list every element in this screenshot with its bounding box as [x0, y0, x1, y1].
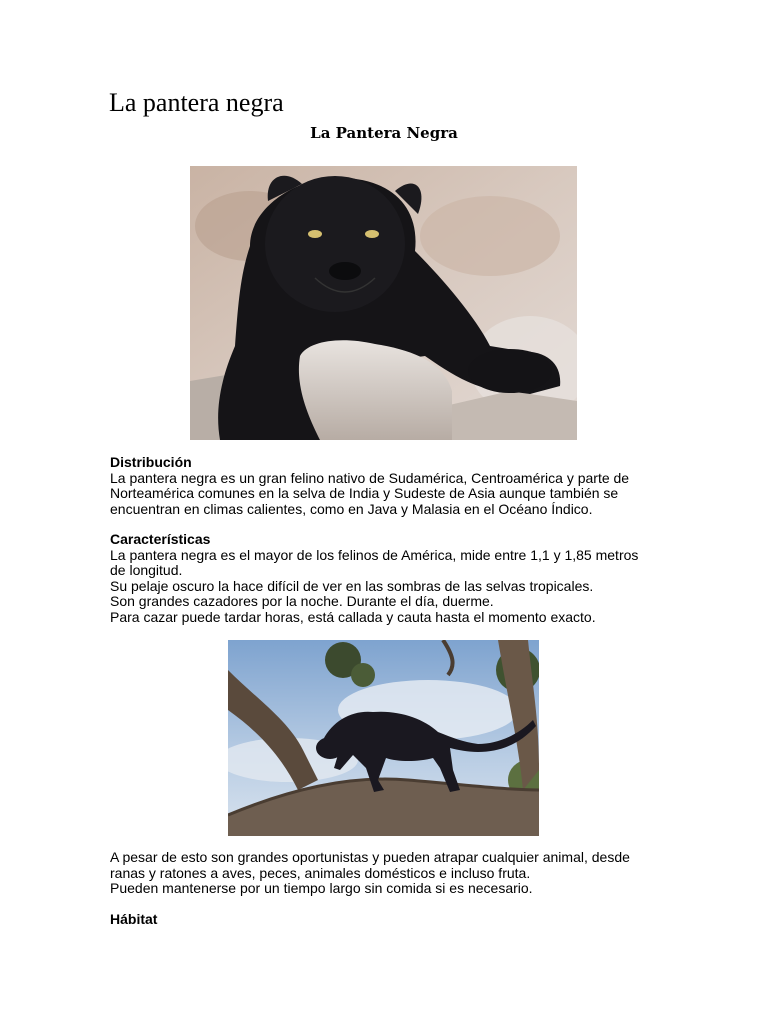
distribucion-line: encuentran en climas calientes, como en Java y Malasia en el Océano Índico. — [110, 500, 593, 517]
section-habitat — [110, 912, 670, 928]
oportunistas-line: A pesar de esto son grandes oportunistas y pueden atrapar cualquier animal, desde — [110, 849, 630, 865]
panther-rock-photo — [190, 166, 577, 440]
section-oportunistas — [110, 850, 670, 897]
document-title: La pantera negra — [109, 88, 284, 117]
section-caracteristicas — [110, 532, 670, 625]
caracteristicas-line: de longitud. — [110, 562, 183, 578]
caracteristicas-line: Son grandes cazadores por la noche. Durante el día, duerme. — [110, 593, 494, 609]
caracteristicas-line: La pantera negra es el mayor de los felinos de América, mide entre 1,1 y 1,85 metros — [110, 546, 639, 563]
subtitle-text: La Pantera Negra — [310, 124, 458, 142]
distribucion-heading: Distribución — [110, 454, 192, 470]
oportunistas-line: Pueden mantenerse por un tiempo largo sin comida si es necesario. — [110, 880, 533, 896]
panther-branch-photo — [228, 640, 539, 836]
caracteristicas-line: Para cazar puede tardar horas, está callada y cauta hasta el momento exacto. — [110, 608, 596, 625]
oportunistas-line: ranas y ratones a aves, peces, animales domésticos e incluso fruta. — [110, 864, 531, 881]
caracteristicas-heading: Características — [110, 531, 211, 547]
section-distribucion — [110, 455, 670, 517]
habitat-heading: Hábitat — [110, 911, 158, 927]
distribucion-line: La pantera negra es un gran felino nativo de Sudamérica, Centroamérica y parte de — [110, 469, 630, 486]
document-subtitle — [0, 122, 768, 144]
caracteristicas-line: Su pelaje oscuro la hace difícil de ver en las sombras de las selvas tropicales. — [110, 577, 594, 594]
distribucion-line: Norteamérica comunes en la selva de India y Sudeste de Asia aunque también se — [110, 485, 619, 501]
